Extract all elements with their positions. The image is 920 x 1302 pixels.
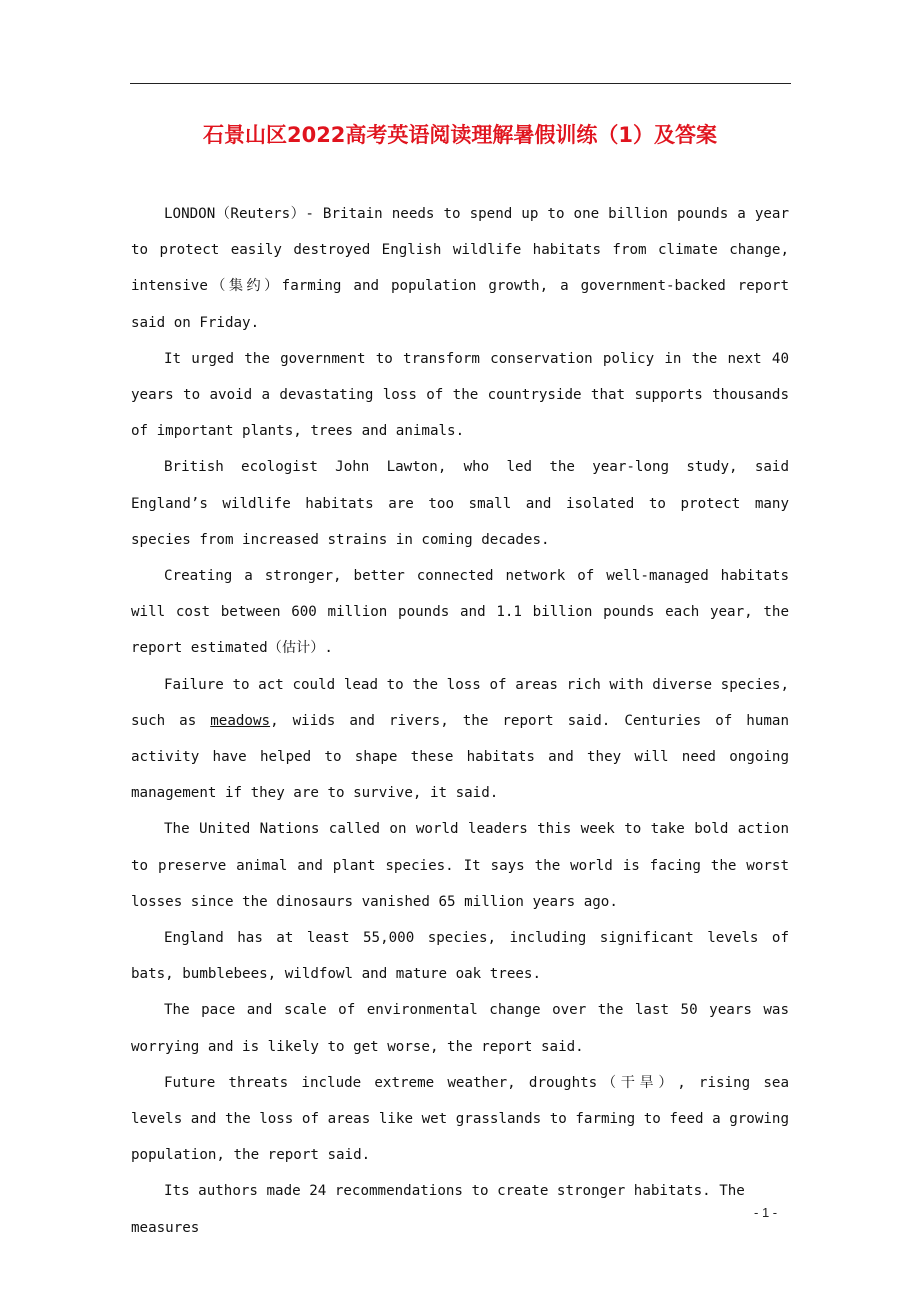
header-rule — [130, 83, 791, 84]
paragraph-9: Future threats include extreme weather, droughts（干旱）, rising sea levels and the loss of areas like wet grasslands to farming to feed a growing population, the report said. — [131, 1074, 789, 1164]
paragraph-7: England has at least 55,000 species, including significant levels of bats, bumblebees, wildfowl and mature oak trees. — [131, 930, 789, 983]
paragraph-5-lead: Failure to act could lead to the loss of areas rich with diverse species, such as — [131, 676, 789, 729]
paragraph-4: Creating a stronger, better connected network of well-managed habitats will cost between 600 million pounds and 1.1 billion pounds each year, the report estimated（估计）. — [131, 568, 789, 657]
page-number: - 1 - — [754, 1205, 778, 1220]
paragraph-2: It urged the government to transform conservation policy in the next 40 years to avoid a devastating loss of the countryside that supports thousands of important plants, trees and animals. — [131, 350, 789, 440]
paragraph-3: British ecologist John Lawton, who led the year-long study, said England’s wildlife habitats are too small and isolated to protect many species from increased strains in coming decades. — [131, 459, 789, 548]
paragraph-6: The United Nations called on world leaders this week to take bold action to preserve animal and plant species. It says the world is facing the worst losses since the dinosaurs vanished 65 million years ago. — [131, 821, 789, 910]
article-body — [131, 196, 789, 1246]
document-title: 石景山区2022高考英语阅读理解暑假训练（1）及答案 — [202, 123, 718, 147]
paragraph-8: The pace and scale of environmental change over the last 50 years was worrying and is likely to get worse, the report said. — [131, 1002, 789, 1055]
paragraph-5-rest: , wiids and rivers, the report said. Centuries of human activity have helped to shape these habitats and they will need ongoing management if they are to survive, it said. — [131, 712, 789, 802]
paragraph-1: LONDON（Reuters）- Britain needs to spend up to one billion pounds a year to protect easily destroyed English wildlife habitats from climate change, intensive（集约）farming and population growth, a government-backed report said on Friday. — [131, 206, 789, 331]
paragraph-5 — [131, 667, 789, 812]
underlined-word-meadows: meadows — [210, 712, 271, 729]
paragraph-10: Its authors made 24 recommendations to create stronger habitats. The measures — [131, 1183, 745, 1236]
